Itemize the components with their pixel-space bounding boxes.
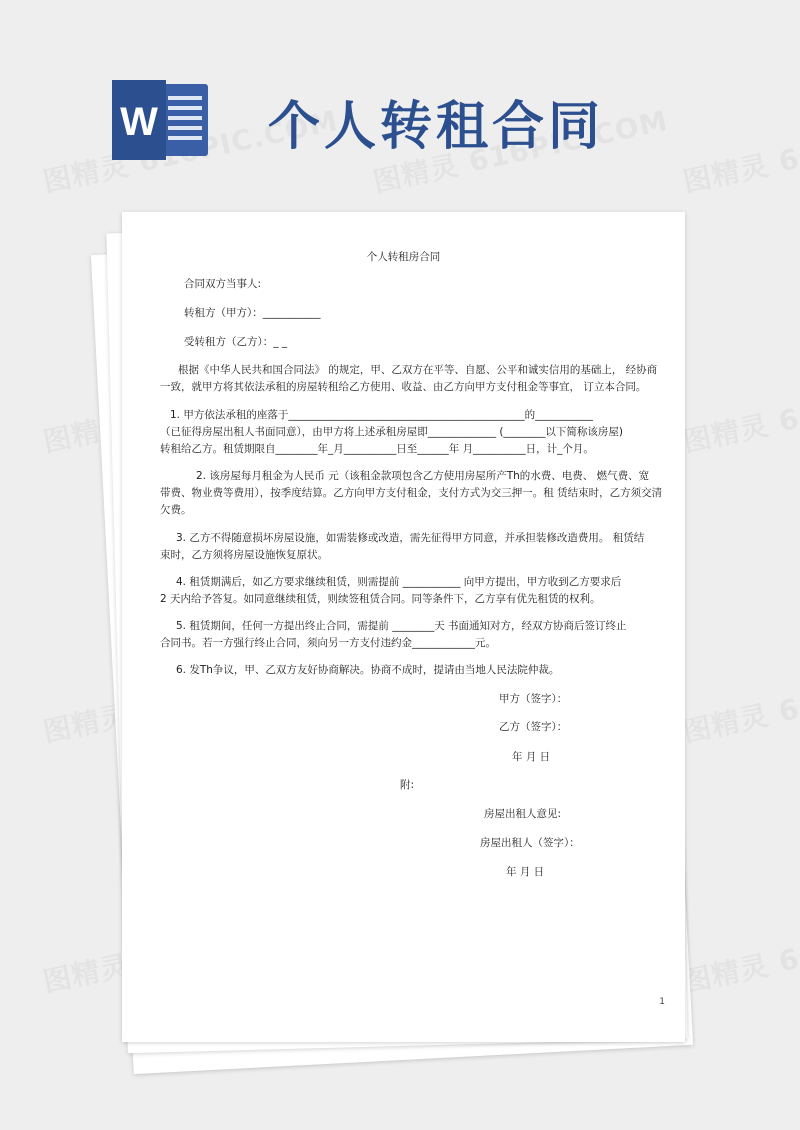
watermark: [679, 649, 800, 751]
clause-6-line: 6. 发Th争议，甲、乙双方友好协商解决。协商不成时，提请由当地人民法院仲裁。: [176, 664, 560, 676]
watermark: [679, 359, 800, 461]
clause-5-line: 合同书。若一方强行终止合同，须向另一方支付违约金____________元。: [160, 637, 496, 649]
clause-4-line: 2 天内给予答复。如同意继续租赁，则续签租赁合同。同等条件下，乙方享有优先租赁的权利。: [160, 593, 601, 605]
page-number: 1: [659, 997, 665, 1007]
watermark: [679, 99, 800, 201]
document-title: 个人转租房合同: [366, 251, 441, 263]
landlord-signature: 房屋出租人（签字）：: [480, 837, 580, 849]
preamble-line: 一致，就甲方将其依法承租的房屋转租给乙方使用、收益、由乙方向甲方支付租金等事宜， 订立本合同。: [160, 381, 647, 393]
clause-1-line: 转租给乙方。租赁期限自________年_月__________日至______年 月__________日，计_个月。: [160, 443, 594, 455]
clause-2-line: 欠费。: [160, 504, 192, 516]
clause-2-line: 带费、物业费等费用），按季度结算。乙方向甲方支付租金，支付方式为交三押一。租 赁结束时，乙方须交清: [160, 487, 663, 499]
watermark: [679, 899, 800, 1001]
date-line: 年 月 日: [512, 751, 551, 763]
landlord-opinion: 房屋出租人意见:: [484, 808, 562, 820]
document-page: [122, 212, 685, 1042]
party-a-line: 转租方（甲方）：___________: [184, 307, 321, 319]
page-title: 个人转租合同: [268, 96, 605, 157]
preamble-line: 根据《中华人民共和国合同法》 的规定，甲、乙双方在平等、自愿、公平和诚实信用的基础上， 经协商: [178, 364, 658, 376]
party-b-signature: 乙方（签字）：: [499, 721, 568, 733]
clause-2-line: 2. 该房屋每月租金为人民币 元（该租金款项包含乙方使用房屋所产Th的水费、电费、 燃气费、宽: [196, 470, 650, 482]
clause-3-line: 束时，乙方须将房屋设施恢复原状。: [160, 549, 328, 561]
word-icon: [110, 80, 210, 160]
clause-1-line: 1. 甲方依法承租的座落于_____________________________________________的___________: [170, 409, 593, 421]
attachment-label: 附:: [400, 779, 415, 791]
parties-intro: 合同双方当事人:: [184, 278, 262, 290]
clause-1-line: （已征得房屋出租人书面同意），由甲方将上述承租房屋即_____________ (________以下简称该房屋): [160, 426, 624, 438]
svg-text:W: W: [120, 100, 158, 144]
clause-4-line: 4. 租赁期满后，如乙方要求继续租赁，则需提前 ___________ 向甲方提出，甲方收到乙方要求后: [176, 576, 622, 588]
date-line: 年 月 日: [506, 866, 545, 878]
clause-3-line: 3. 乙方不得随意损坏房屋设施，如需装修或改造，需先征得甲方同意，并承担装修改造费用。 租赁结: [176, 532, 645, 544]
party-b-line: 受转租方（乙方）：_ _: [184, 336, 288, 348]
party-a-signature: 甲方（签字）：: [499, 693, 568, 705]
clause-5-line: 5. 租赁期间，任何一方提出终止合同，需提前 ________天 书面通知对方，经双方协商后签订终止: [176, 620, 627, 632]
